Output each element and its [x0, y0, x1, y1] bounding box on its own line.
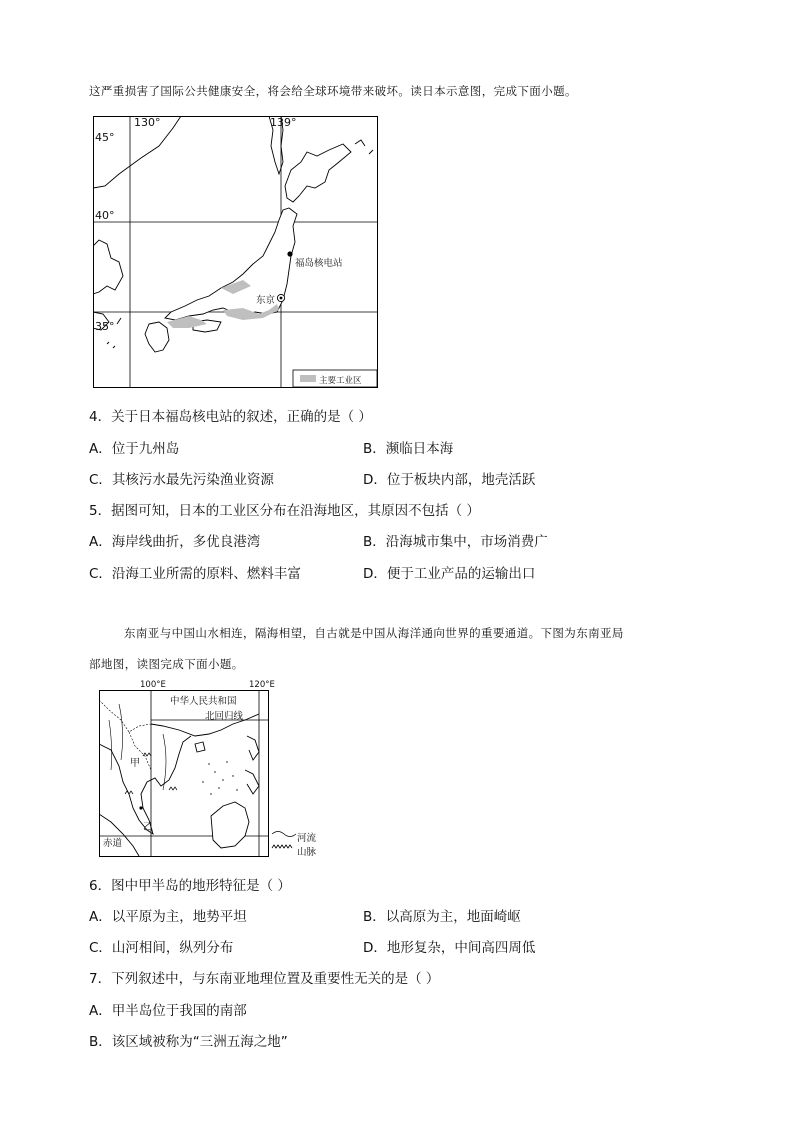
question-4-stem: 4．关于日本福岛核电站的叙述，正确的是（ ）: [89, 409, 372, 425]
river-legend-icon: [272, 832, 296, 837]
question-6-option-a: A．以平原为主，地势平坦: [89, 909, 247, 925]
question-5-option-a: A．海岸线曲折，多优良港湾: [89, 534, 261, 550]
question-5-option-d: D．便于工业产品的运输出口: [363, 566, 536, 582]
lon-label-130: 130°: [134, 116, 161, 129]
question-5-option-b: B．沿海城市集中，市场消费广: [363, 534, 548, 550]
question-4-option-d: D．位于板块内部，地壳活跃: [363, 472, 536, 488]
legend-label: 主要工业区: [319, 376, 362, 386]
question-6-option-d: D．地形复杂，中间高四周低: [363, 940, 536, 956]
question-4-option-c: C．其核污水最先污染渔业资源: [89, 472, 274, 488]
equator-label: 赤道: [103, 838, 123, 849]
legend-mountain-label: 山脉: [297, 847, 317, 858]
lon-label-100e: 100°E: [140, 680, 166, 690]
tropic-label: 北回归线: [205, 711, 244, 722]
hainan: [195, 742, 205, 752]
legend-swatch: [300, 375, 316, 382]
point-yi-marker: [139, 806, 142, 809]
peninsula-label-jia: 甲: [130, 758, 140, 769]
nuclear-plant-marker: [287, 251, 292, 256]
passage1-intro: 这严重损害了国际公共健康安全，将会给全球环境带来破坏。读日本示意图，完成下面小题。: [89, 84, 577, 98]
nuclear-plant-label: 福岛核电站: [295, 258, 343, 269]
lat-label-45: 45°: [95, 131, 115, 144]
lat-label-35: 35°: [95, 320, 115, 333]
question-7-option-a: A．甲半岛位于我国的南部: [89, 1003, 247, 1019]
mountain-legend-icon: [272, 845, 292, 848]
lon-label-120e: 120°E: [249, 680, 275, 690]
passage2-intro-line1: 东南亚与中国山水相连，隔海相望，自古就是中国从海洋通向世界的重要通道。下图为东南亚局: [124, 626, 624, 640]
question-6-option-b: B．以高原为主，地面崎岖: [363, 909, 521, 925]
question-7-option-b: B．该区域被称为“三洲五海之地”: [89, 1034, 288, 1050]
question-6-stem: 6．图中甲半岛的地形特征是（ ）: [89, 878, 291, 894]
lon-label-139: 139°: [270, 116, 297, 129]
question-5-stem: 5．据图可知，日本的工业区分布在沿海地区，其原因不包括（ ）: [89, 503, 480, 519]
question-4-option-a: A．位于九州岛: [89, 441, 180, 457]
lat-label-40: 40°: [95, 209, 115, 222]
legend-symbols: [270, 828, 298, 854]
japan-map: [93, 116, 378, 388]
legend-river-label: 河流: [297, 833, 317, 844]
question-5-option-c: C．沿海工业所需的原料、燃料丰富: [89, 566, 301, 582]
country-label: 中华人民共和国: [170, 696, 237, 707]
question-4-option-b: B．濒临日本海: [363, 441, 454, 457]
tokyo-label: 东京: [256, 295, 276, 306]
passage2-intro-line2: 部地图，读图完成下面小题。: [89, 657, 244, 671]
question-7-stem: 7．下列叙述中，与东南亚地理位置及重要性无关的是（ ）: [89, 971, 440, 987]
point-label-yi: 乙: [143, 822, 153, 833]
southeast-asia-map: [99, 690, 269, 857]
question-6-option-c: C．山河相间，纵列分布: [89, 940, 234, 956]
